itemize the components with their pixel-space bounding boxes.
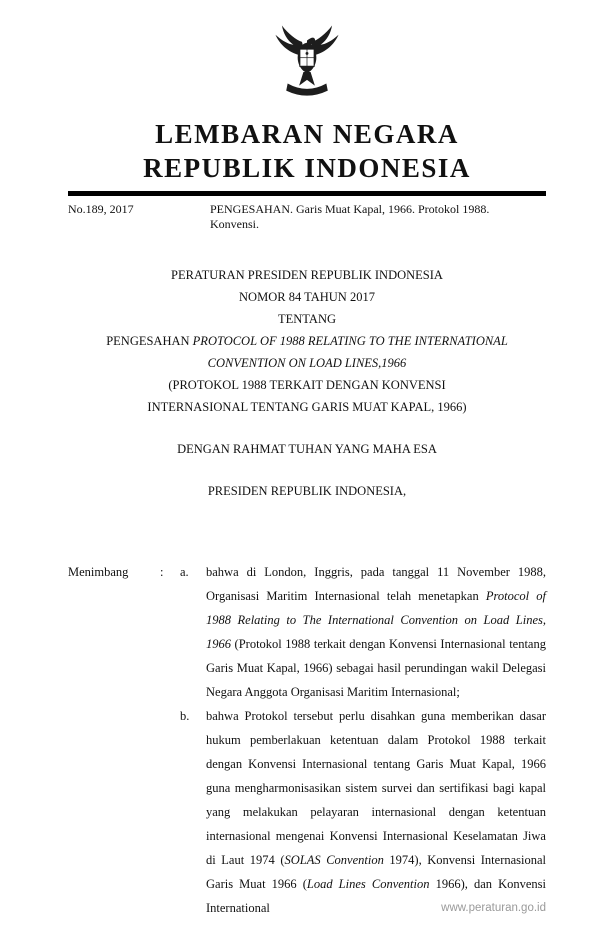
- issue-subject-line2: Konvensi.: [210, 217, 259, 231]
- consideration-item-a: [68, 560, 546, 704]
- regulation-title-line2: NOMOR 84 TAHUN 2017: [239, 290, 375, 304]
- regulation-title-line7: INTERNASIONAL TENTANG GARIS MUAT KAPAL, 1966): [147, 400, 467, 414]
- masthead: [68, 14, 546, 196]
- item-text: bahwa di London, Inggris, pada tanggal 11 November 1988, Organisasi Maritim Internasional telah menetapkan Protocol of 1988 Relating to The International Convention on Load Lines, 1966 (Protokol 1988 terkait dengan Konvensi Internasional tentang Garis Muat Kapal, 1966) sebagai hasil perundingan wakil Delegasi Negara Anggota Organisasi Maritim Internasional;: [206, 565, 546, 699]
- item-letter: b.: [180, 709, 190, 723]
- garuda-pancasila-emblem: [264, 14, 350, 110]
- authority-line: PRESIDEN REPUBLIK INDONESIA,: [207, 484, 407, 498]
- regulation-title-line6: (PROTOKOL 1988 TERKAIT DENGAN KONVENSI: [168, 378, 446, 392]
- menimbang-colon: :: [160, 565, 164, 579]
- regulation-title-block: [68, 264, 546, 502]
- item-text: bahwa Protokol tersebut perlu disahkan guna memberikan dasar hukum pemberlakuan ketentuan dalam Protokol 1988 terkait dengan Konvensi Internasional tentang Garis Muat Kapal, 1966 guna mengharmonisasikan sistem survei dan sertifikasi bagi kapal yang melakukan pelayaran internasional dengan ketentuan internasional mengenai Konvensi Internasional Keselamatan Jiwa di Laut 1974 (SOLAS Convention 1974), Konvensi Internasional Garis Muat 1966 (Load Lines Convention 1966), dan Konvensi International: [206, 709, 547, 915]
- regulation-title-line3: TENTANG: [277, 312, 336, 326]
- regulation-title-line1: PERATURAN PRESIDEN REPUBLIK INDONESIA: [171, 268, 443, 282]
- invocation-line: DENGAN RAHMAT TUHAN YANG MAHA ESA: [177, 442, 437, 456]
- issue-row: [68, 202, 546, 232]
- item-letter: a.: [180, 565, 189, 579]
- masthead-title-line1: LEMBARAN NEGARA: [155, 119, 459, 149]
- issue-subject: [210, 202, 546, 232]
- garuda-emblem-icon: [264, 14, 350, 110]
- consideration-item-b: [68, 704, 546, 920]
- masthead-rule: [68, 191, 546, 196]
- regulation-title-line4: PENGESAHAN PROTOCOL OF 1988 RELATING TO THE INTERNATIONAL: [106, 334, 508, 348]
- regulation-title-line5: CONVENTION ON LOAD LINES,1966: [207, 356, 407, 370]
- footer-url: www.peraturan.go.id: [441, 902, 546, 914]
- masthead-title-line2: REPUBLIK INDONESIA: [143, 153, 471, 183]
- menimbang-label: Menimbang: [68, 565, 129, 579]
- considerations-section: [68, 560, 546, 920]
- issue-number: No.189, 2017: [68, 202, 134, 216]
- issue-subject-line1: PENGESAHAN. Garis Muat Kapal, 1966. Protokol 1988.: [210, 202, 490, 216]
